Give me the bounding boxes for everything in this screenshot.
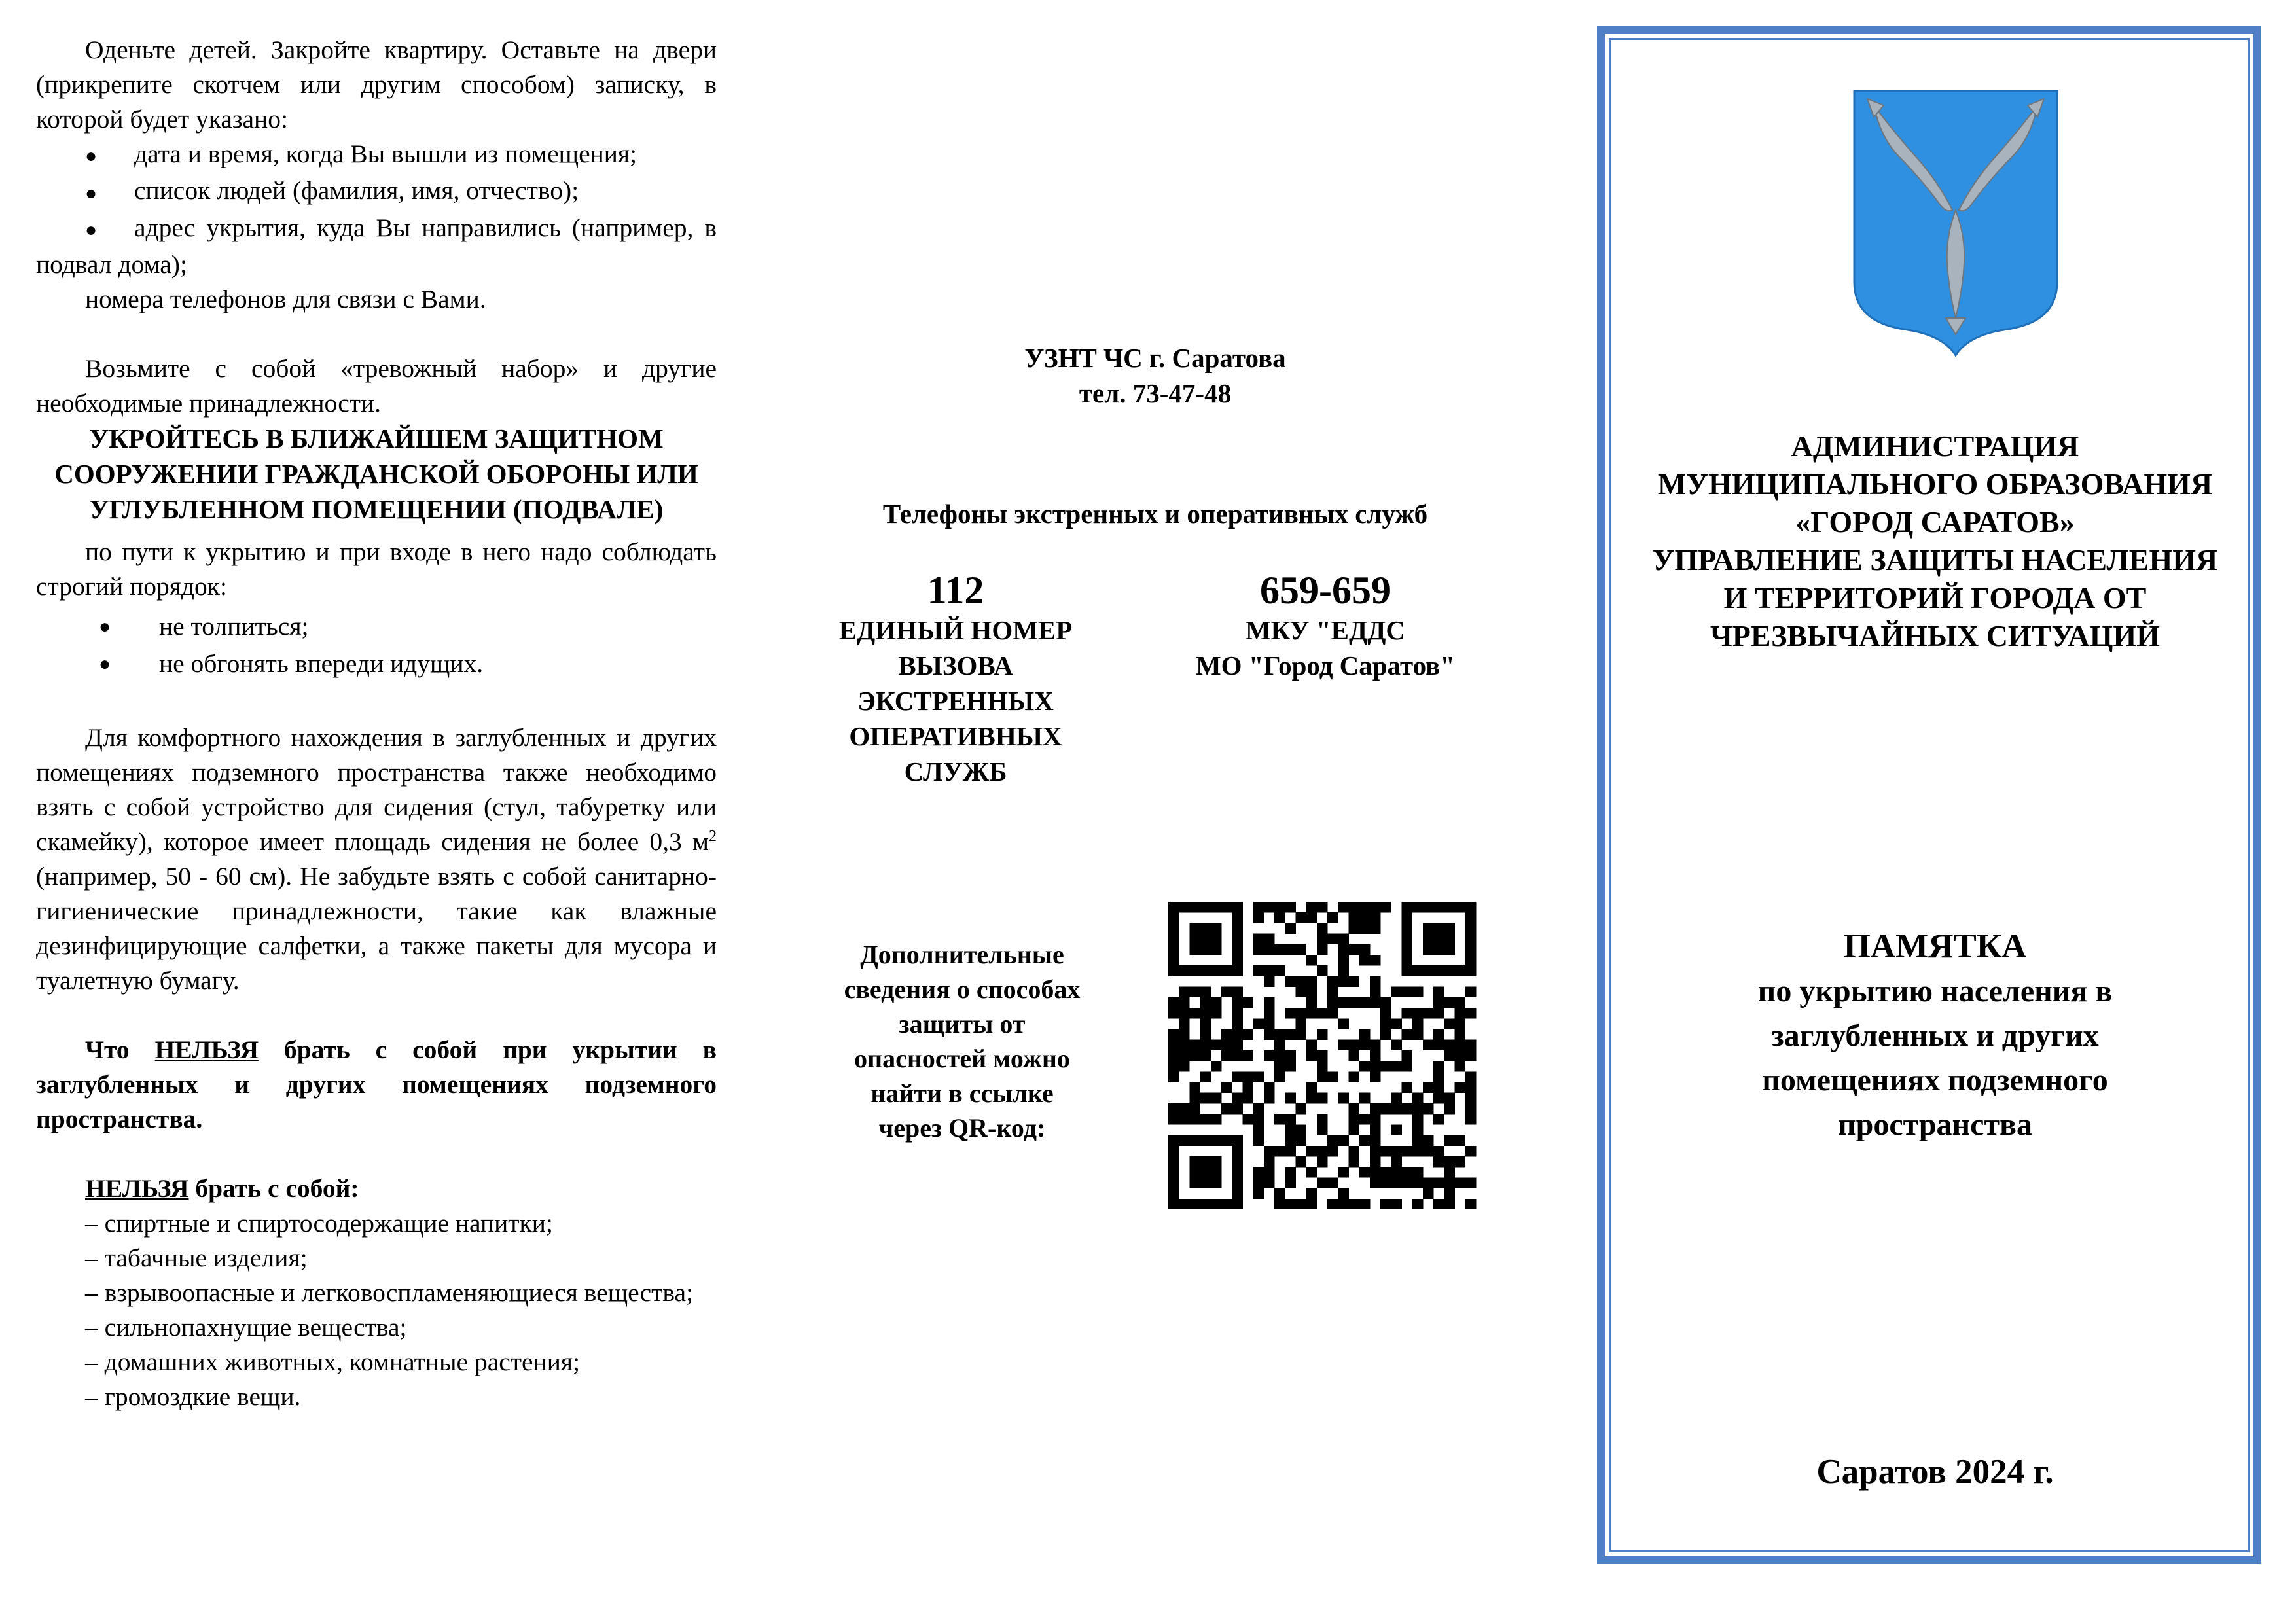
- qr-caption: Дополнительные сведения о способах защиты от опасностей можно найти в ссылке через QR-код:: [844, 940, 1081, 1143]
- phone-112-label: ЕДИНЫЙ НОМЕР ВЫЗОВА ЭКСТРЕННЫХ ОПЕРАТИВНЫХ СЛУЖБ: [838, 615, 1073, 787]
- phone-659-label: МКУ "ЕДДС: [1245, 615, 1406, 645]
- saratov-coat-of-arms-icon: [1848, 86, 2064, 361]
- administration-title: АДМИНИСТРАЦИЯ МУНИЦИПАЛЬНОГО ОБРАЗОВАНИЯ «ГОРОД САРАТОВ» УПРАВЛЕНИЕ ЗАЩИТЫ НАСЕЛЕНИЯ И ТЕРРИТОРИЙ ГОРОДА ОТ ЧРЕЗВЫЧАЙНЫХ СИТУАЦИЙ: [1652, 429, 2218, 652]
- left-column: [36, 33, 717, 1414]
- bullet-icon: ●: [99, 653, 111, 675]
- order-item: ● не толпиться;: [36, 609, 717, 644]
- note-item: ● дата и время, когда Вы вышли из помещения;: [36, 137, 717, 173]
- comfort-paragraph: Для комфортного нахождения в заглубленных и других помещениях подземного пространства также необходимо взять с собой устройство для сидения (стул, табуретку или скамейку), которое имеет площадь сидения не более 0,3 $м^2$ (например, 50 - 60 см). Не забудьте взять с собой санитарно-гигиенические принадлежности, такие как влажные дезинфицирующие салфетки, а также пакеты для мусора и туалетную бумагу.: [36, 723, 717, 995]
- cover-panel: [1597, 26, 2261, 1564]
- bullet-icon: ●: [85, 182, 98, 204]
- bullet-icon: ●: [85, 219, 98, 241]
- forbid-item: – сильнопахнущие вещества;: [85, 1313, 407, 1342]
- forbid-item: – табачные изделия;: [85, 1243, 308, 1273]
- cover-inner-frame: [1609, 38, 2250, 1552]
- phone-659-label-2: МО "Город Саратов": [1195, 651, 1456, 681]
- note-last: номера телефонов для связи с Вами.: [85, 285, 486, 314]
- forbid-item: – взрывоопасные и легковоспламеняющиеся вещества;: [85, 1278, 694, 1308]
- uznt-block: [789, 340, 1522, 411]
- uznt-title: УЗНТ ЧС г. Саратова: [1024, 343, 1286, 373]
- bullet-icon: ●: [99, 616, 111, 638]
- forbid-question: Что НЕЛЬЗЯ брать с собой при укрытии в заглубленных и других помещениях подземного пространства.: [36, 1035, 717, 1134]
- phone-112-number: 112: [927, 569, 984, 612]
- pamyatka-title: ПАМЯТКА: [1843, 927, 2027, 965]
- forbid-item: – громоздкие вещи.: [85, 1382, 301, 1412]
- city-year: Саратов 2024 г.: [1816, 1453, 2054, 1491]
- qr-code-icon[interactable]: [1158, 902, 1486, 1209]
- uznt-phone: тел. 73-47-48: [1079, 378, 1232, 408]
- pamyatka-subtitle: по укрытию населения в заглубленных и других помещениях подземного пространства: [1757, 974, 2113, 1142]
- forbid-item: – домашних животных, комнатные растения;: [85, 1347, 580, 1377]
- forbid-item: – спиртные и спиртосодержащие напитки;: [85, 1209, 553, 1238]
- kit-paragraph: Возьмите с собой «тревожный набор» и другие необходимые принадлежности.: [36, 354, 717, 418]
- intro-paragraph: Оденьте детей. Закройте квартиру. Оставьте на двери (прикрепите скотчем или другим способом) записку, в которой будет указано:: [36, 35, 717, 134]
- phone-659-block: [1168, 568, 1482, 683]
- shelter-heading: УКРОЙТЕСЬ В БЛИЖАЙШЕМ ЗАЩИТНОМ СООРУЖЕНИИ ГРАЖДАНСКОЙ ОБОРОНЫ ИЛИ УГЛУБЛЕННОМ ПОМЕЩЕНИИ (ПОДВАЛЕ): [54, 423, 698, 525]
- phones-title: Телефоны экстренных и оперативных служб: [882, 499, 1428, 529]
- phone-112-block: [825, 568, 1086, 789]
- middle-column: [789, 0, 1522, 1623]
- order-item: ● не обгонять впереди идущих.: [36, 647, 717, 681]
- note-item: ● адрес укрытия, куда Вы направились (например, в подвал дома);: [36, 213, 717, 279]
- phone-659-number: 659-659: [1260, 569, 1391, 612]
- note-item: ● список людей (фамилия, имя, отчество);: [36, 173, 717, 210]
- order-intro: по пути к укрытию и при входе в него надо соблюдать строгий порядок:: [36, 537, 717, 601]
- bullet-icon: ●: [85, 145, 98, 168]
- forbid-heading: НЕЛЬЗЯ брать с собой:: [85, 1174, 359, 1204]
